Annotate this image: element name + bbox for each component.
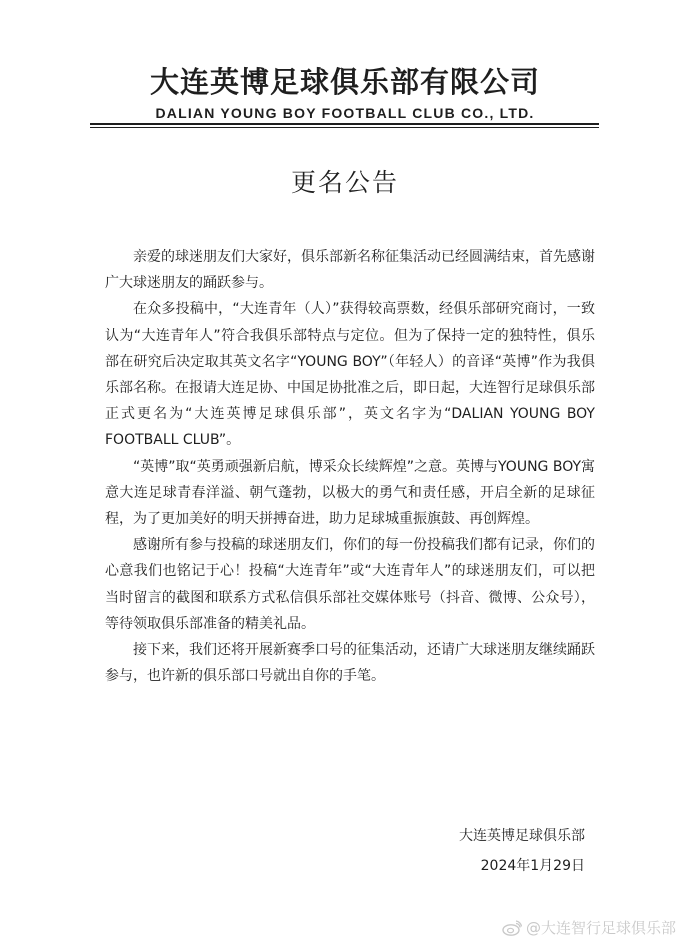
paragraph: 感谢所有参与投稿的球迷朋友们，你们的每一份投稿我们都有记录，你们的心意我们也铭记于心！投稿“大连青年”或“大连青年人”的球迷朋友们，可以把当时留言的截图和联系方式私信俱乐部社交媒体账号（抖音、微博、公众号），等待领取俱乐部准备的精美礼品。: [105, 537, 595, 632]
letterhead-divider-thick: [90, 123, 599, 125]
club-name-cn: 大连英博足球俱乐部有限公司: [149, 65, 540, 99]
weibo-icon: [502, 920, 522, 936]
paragraph: “英博”取“英勇顽强新启航，博采众长续辉煌”之意。英博与YOUNG BOY寓意大连足球青春洋溢、朝气蓬勃，以极大的勇气和责任感，开启全新的足球征程，为了更加美好的明天拼搏奋进，助力足球城重振旗鼓、再创辉煌。: [105, 458, 595, 528]
document-title: 更名公告: [290, 168, 399, 197]
watermark-text: @大连智行足球俱乐部: [525, 919, 676, 937]
signature-organization: 大连英博足球俱乐部: [459, 828, 585, 844]
letterhead-divider-thin: [90, 127, 599, 128]
document-body: [105, 244, 595, 689]
paragraph: 亲爱的球迷朋友们大家好，俱乐部新名称征集活动已经圆满结束，首先感谢广大球迷朋友的踊跃参与。: [105, 249, 595, 292]
paragraph: 在众多投稿中，“大连青年（人）”获得较高票数，经俱乐部研究商讨，一致认为“大连青年人”符合我俱乐部特点与定位。但为了保持一定的独特性，俱乐部在研究后决定取其英文名字“YOUNG BOY”（年轻人）的音译“英博”作为我俱乐部名称。在报请大连足协、中国足协批准之后，即日起，大连智行足球俱乐部正式更名为“大连英博足球俱乐部”，英文名字为“DALIAN YOUNG BOY FOOTBALL CLUB”。: [105, 301, 595, 449]
weibo-watermark: [502, 918, 676, 938]
signature-date: 2024年1月29日: [480, 858, 585, 874]
paragraph: 接下来，我们还将开展新赛季口号的征集活动，还请广大球迷朋友继续踊跃参与，也许新的俱乐部口号就出自你的手笔。: [105, 642, 595, 685]
club-name-en: DALIAN YOUNG BOY FOOTBALL CLUB CO., LTD.: [155, 105, 535, 121]
